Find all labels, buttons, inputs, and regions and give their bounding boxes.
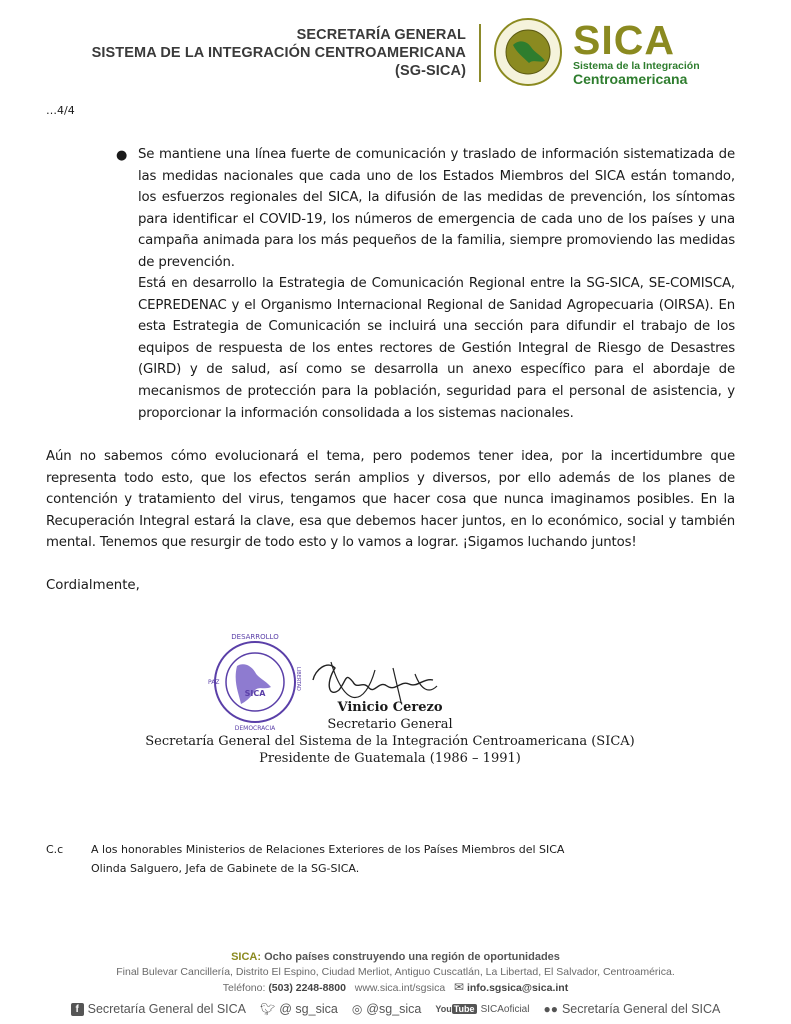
footer-phone: (503) 2248-8800 xyxy=(268,982,346,994)
cc-label: C.c xyxy=(46,843,64,856)
footer-tagline xyxy=(0,950,791,965)
signature-block xyxy=(130,699,650,767)
twitter-handle: @ sg_sica xyxy=(279,1002,338,1016)
flickr-link[interactable] xyxy=(543,1002,720,1016)
sica-seal-icon xyxy=(493,17,563,87)
footer-social-links xyxy=(0,1002,791,1016)
cc-recipient-2: Olinda Salguero, Jefa de Gabinete de la SG-SICA. xyxy=(91,862,360,875)
youtube-icon xyxy=(435,1004,476,1014)
letterhead-title xyxy=(92,26,466,80)
footer-address: Final Bulevar Cancillería, Distrito El Espino, Ciudad Merliot, Antiguo Cuscatlán, La Libertad, El Salvador, Centroamérica. xyxy=(116,966,675,978)
footer-phone-label: Teléfono: xyxy=(222,982,269,994)
strategy-paragraph: Está en desarrollo la Estrategia de Comunicación Regional entre la SG-SICA, SE-COMISCA, CEPREDENAC y el Organismo Internacional Regional de Sanidad Agropecuaria (OIRSA). En esta Estrategia de Comunicación se incluirá una sección para difundir el trabajo de los equipos de respuesta de los entes rectores de Gestión Integral de Riesgo de Desastres (GIRD) y de salud, así como se desarrolla un anexo específico para el abordaje de mecanismos de protección para la población, seguridad para el personal de asistencia, y proporcionar la información consolidada a los sistemas nacionales. xyxy=(138,276,735,421)
seal-center-text: SICA xyxy=(244,689,266,698)
sica-logo xyxy=(573,17,700,87)
twitter-link[interactable] xyxy=(260,1002,338,1016)
cc-recipient-1: A los honorables Ministerios de Relaciones Exteriores de los Países Miembros del SICA xyxy=(91,843,565,856)
header-divider xyxy=(479,24,481,82)
instagram-handle: @sg_sica xyxy=(366,1002,422,1016)
seal-bottom-text: DEMOCRACIA xyxy=(234,725,276,732)
instagram-icon: ◎ xyxy=(351,1002,363,1016)
youtube-logo-you: You xyxy=(435,1004,452,1014)
seal-right-text: LIBERTAD xyxy=(295,667,301,691)
youtube-link[interactable] xyxy=(435,1004,529,1015)
footer-contact xyxy=(0,980,791,996)
sica-logo-subtitle-1: Sistema de la Integración xyxy=(573,60,700,72)
youtube-handle: SICAoficial xyxy=(480,1003,530,1015)
flickr-icon: ●● xyxy=(543,1002,558,1016)
signer-title: Secretario General xyxy=(327,717,453,732)
closing-paragraph: Aún no sabemos cómo evolucionará el tema, pero podemos tener idea, por la incertidumbre que representa todo esto, que los efectos serán amplios y diversos, por ello además de los planes de contención y tratamiento del virus, tengamos que hacer cosa que nunca imaginamos posibles. En la Recuperación Integral estará la clave, esa que debemos hacer juntos, en lo económico, social y también mental. Tenemos que resurgir de todo esto y lo vamos a lograr. ¡Sigamos luchando juntos! xyxy=(46,449,735,551)
instagram-link[interactable] xyxy=(352,1002,422,1016)
bullet-paragraph: Se mantiene una línea fuerte de comunicación y traslado de información sistematizada de las medidas nacionales que cada uno de los Estados Miembros del SICA están tomando, los esfuerzos regionales del SICA, la difusión de las medidas de prevención, los síntomas para identificar el COVID-19, los números de emergencia de cada uno de los países y una campaña animada para los más pequeños de la familia, siempre promoviendo las medidas de prevención. xyxy=(138,147,735,270)
page-footer xyxy=(0,950,791,1016)
envelope-icon: ✉ xyxy=(453,980,465,994)
facebook-icon: f xyxy=(71,1003,84,1016)
seal-top-text: DESARROLLO xyxy=(231,633,279,641)
letterhead-line-2: SISTEMA DE LA INTEGRACIÓN CENTROAMERICANA xyxy=(91,45,466,61)
twitter-icon: 🐦︎ xyxy=(260,1002,276,1016)
youtube-logo-tube: Tube xyxy=(453,1004,475,1014)
facebook-handle: Secretaría General del SICA xyxy=(87,1002,247,1016)
letterhead-line-1: SECRETARÍA GENERAL xyxy=(296,27,466,43)
sica-logo-word: SICA xyxy=(573,17,675,63)
bullet-icon: ● xyxy=(116,148,128,163)
flickr-handle: Secretaría General del SICA xyxy=(561,1002,721,1016)
facebook-link[interactable] xyxy=(71,1002,246,1016)
page-reference: …4/4 xyxy=(46,104,75,117)
footer-email[interactable]: info.sgsica@sica.int xyxy=(466,982,569,994)
salutation: Cordialmente, xyxy=(46,578,140,593)
footer-website[interactable]: www.sica.int/sgsica xyxy=(354,982,446,994)
seal-left-text: PAZ xyxy=(208,679,220,686)
signer-name: Vinicio Cerezo xyxy=(337,700,443,715)
signer-former-role: Presidente de Guatemala (1986 – 1991) xyxy=(259,751,521,766)
footer-brand: SICA: xyxy=(231,951,262,963)
letterhead-line-3: (SG-SICA) xyxy=(395,63,466,79)
footer-tagline-text: Ocho países construyendo una región de oportunidades xyxy=(261,951,560,963)
signer-organization: Secretaría General del Sistema de la Integración Centroamericana (SICA) xyxy=(145,734,635,749)
sica-logo-subtitle-2: Centroamericana xyxy=(573,71,688,87)
